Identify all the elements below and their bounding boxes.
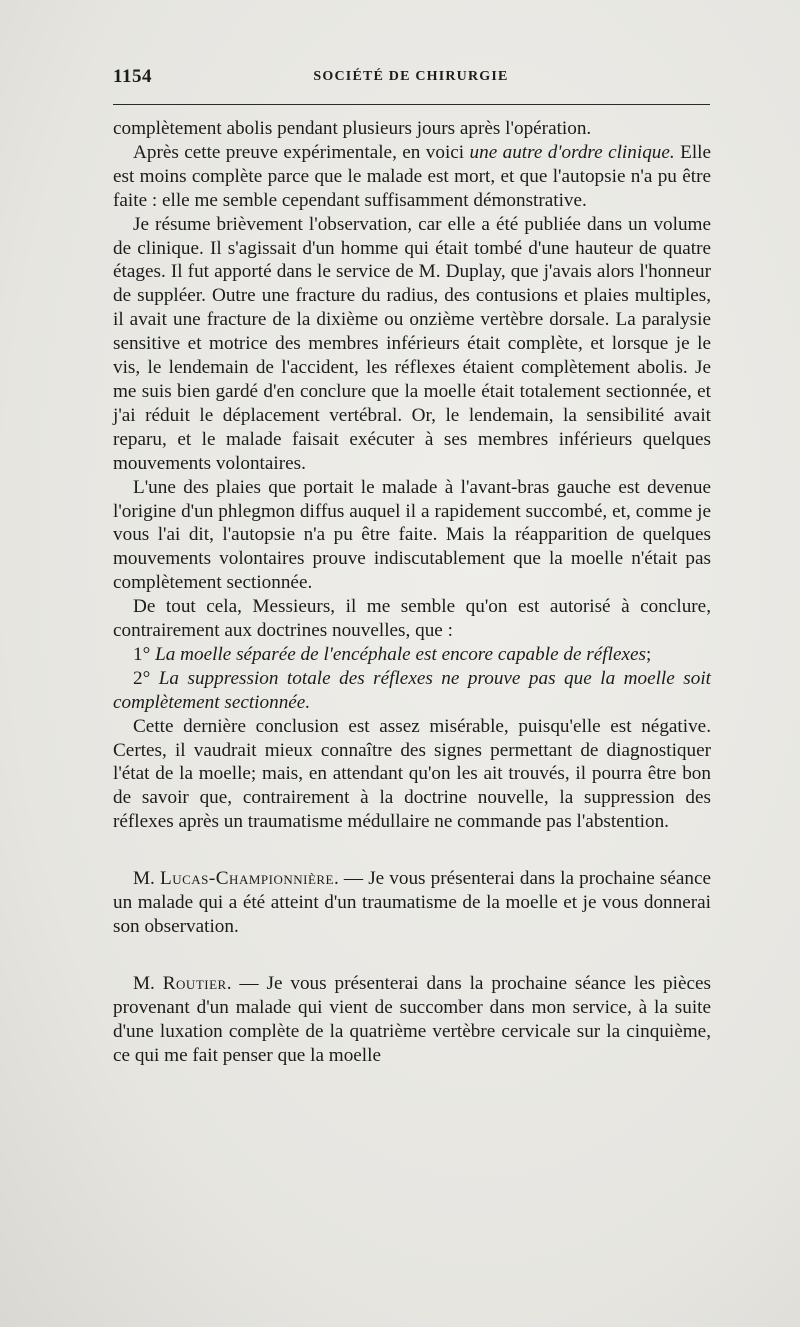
paragraph-5: De tout cela, Messieurs, il me semble qu'on est autorisé à conclure, contrairement aux doctrines nouvelles, que : xyxy=(113,596,711,642)
running-title: SOCIÉTÉ DE CHIRURGIE xyxy=(313,69,509,84)
section-gap xyxy=(113,939,711,972)
conclusion-item-1: 1° La moelle séparée de l'encéphale est encore capable de réflexes; xyxy=(133,643,652,665)
section-gap xyxy=(113,834,711,867)
paragraph-routier: M. Routier. — Je vous présenterai dans la prochaine séance les pièces provenant d'un malade qui vient de succomber dans mon service, à la suite d'une luxation complète de la quatrième vertèbre cervicale sur la cinquième, ce qui me fait penser que la moelle xyxy=(113,972,712,1066)
speaker-name: Lucas-Championnière xyxy=(159,868,334,890)
paragraph-2: Après cette preuve expérimentale, en voici une autre d'ordre clinique. Elle est moins complète parce que le malade est mort, et que l'autopsie n'a pu être faite : elle me semble cependant suffisamment démonstrative. xyxy=(113,141,711,211)
conclusion-item-2: 2° La suppression totale des réflexes ne prouve pas que la moelle soit complètement sectionnée. xyxy=(113,667,711,713)
page-header xyxy=(113,66,709,92)
header-rule xyxy=(113,104,710,105)
paragraph-4: L'une des plaies que portait le malade à l'avant-bras gauche est devenue l'origine d'un phlegmon diffus auquel il a rapidement succombé, et, comme je vous l'ai dit, l'autopsie n'a pu être faite. Mais la réapparition de quelques mouvements volontaires prouve indiscutablement que la moelle n'était pas complètement sectionnée. xyxy=(113,476,711,594)
body-text xyxy=(113,117,711,1068)
paragraph-6: Cette dernière conclusion est assez misérable, puisqu'elle est négative. Certes, il vaudrait mieux connaître des signes permettant de diagnostiquer l'état de la moelle; mais, en attendant qu'on les ait trouvés, il pourra être bon de savoir que, contrairement à la doctrine nouvelle, la suppression des réflexes après un traumatisme médullaire ne commande pas l'abstention. xyxy=(113,715,711,833)
speaker-name: Routier xyxy=(162,972,227,994)
paragraph-3: Je résume brièvement l'observation, car elle a été publiée dans un volume de clinique. Il s'agissait d'un homme qui était tombé d'une hauteur de quatre étages. Il fut apporté dans le service de M. Duplay, que j'avais alors l'honneur de suppléer. Outre une fracture du radius, des contusions et plaies multiples, il avait une fracture de la dixième ou onzième vertèbre dorsale. La paralysie sensitive et motrice des membres inférieurs était complète, et lorsque je le vis, le lendemain de l'accident, les réflexes étaient complètement abolis. Je me suis bien gardé d'en conclure que la moelle était totalement sectionnée, et j'ai réduit le déplacement vertébral. Or, le lendemain, la sensibilité avait reparu, et le malade faisait exécuter à ses membres inférieurs quelques mouvements volontaires. xyxy=(113,213,711,474)
paragraph-lucas-championniere: M. Lucas-Championnière. — Je vous présenterai dans la prochaine séance un malade qui a été atteint d'un traumatisme de la moelle et je vous donnerai son observation. xyxy=(113,868,711,937)
paragraph-1: complètement abolis pendant plusieurs jours après l'opération. xyxy=(113,118,592,139)
page-number: 1154 xyxy=(113,66,152,87)
